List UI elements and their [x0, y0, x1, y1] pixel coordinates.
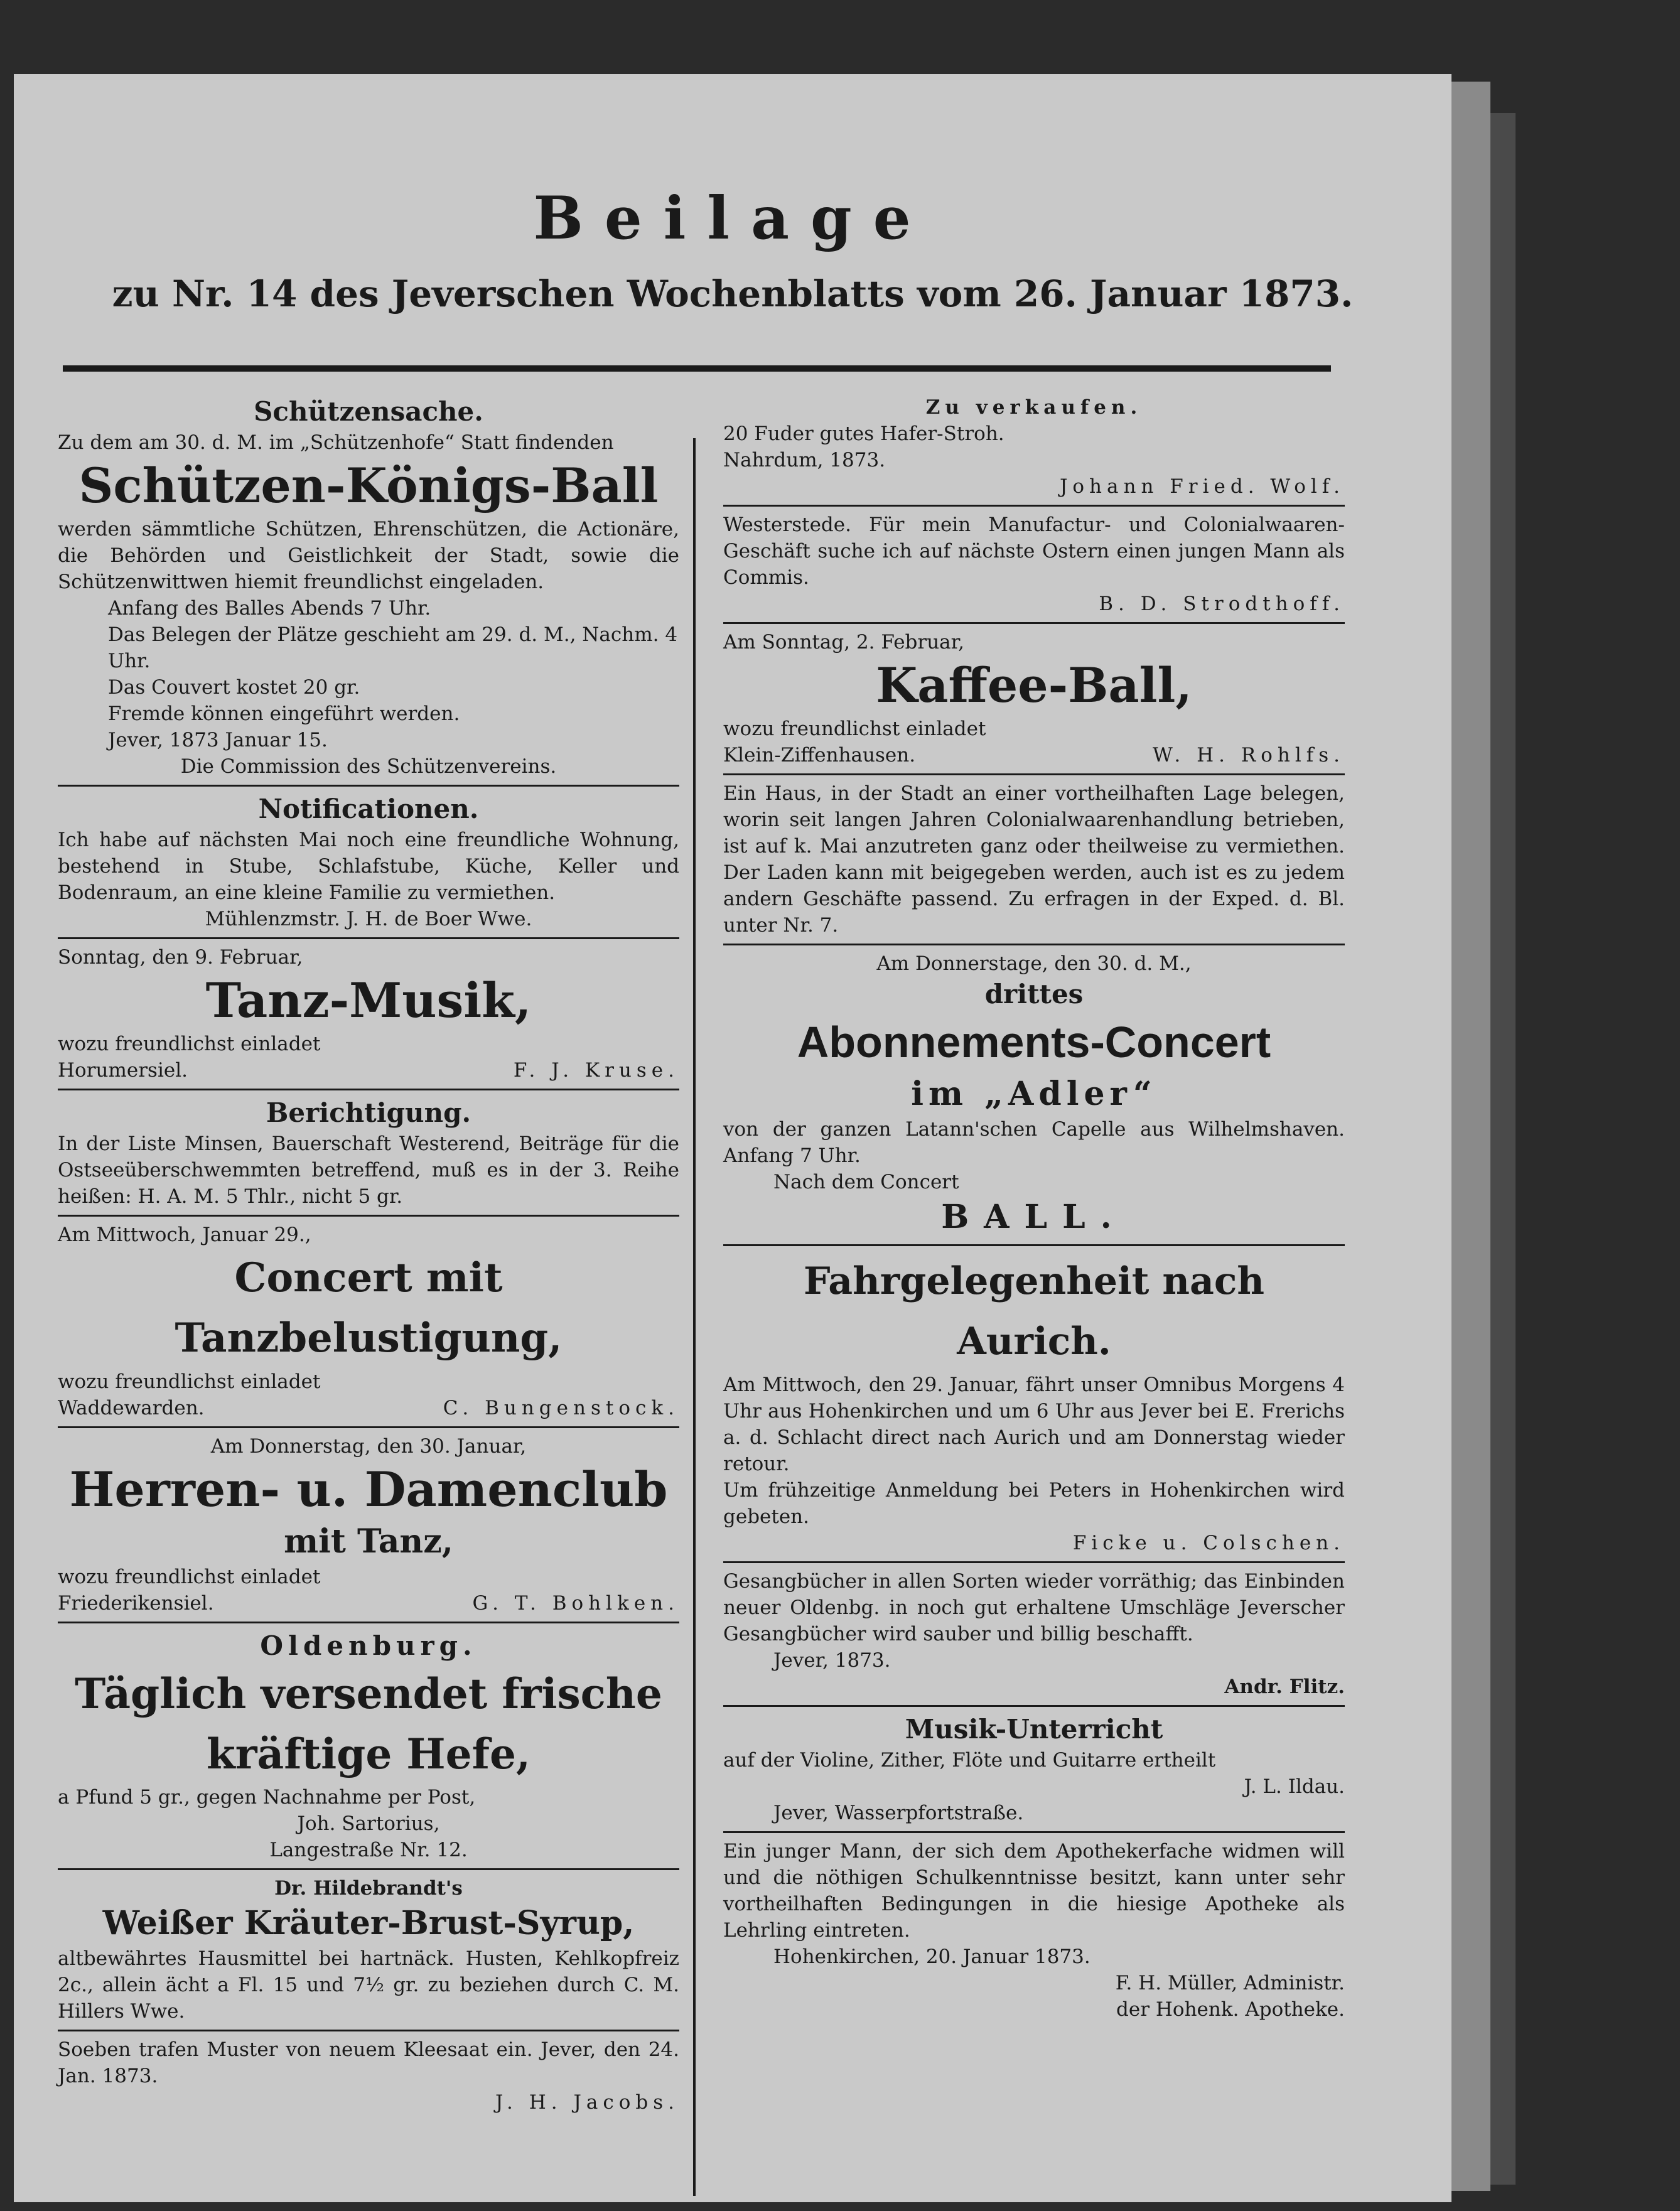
ad-text: wozu freundlichst einladet [58, 1370, 321, 1393]
ad-text: wozu freundlichst einladet [58, 1566, 321, 1588]
ad-text: a Pfund 5 gr., gegen Nachnahme per Post, [58, 1786, 476, 1809]
ad-signature: Johann Fried. Wolf. [1059, 475, 1345, 498]
separator [58, 937, 679, 939]
ad-zu-verkaufen [723, 394, 1345, 500]
ad-text: altbewährtes Hausmittel bei hartnäck. Husten, Kehlkopfreiz 2c., allein ächt a Fl. 15 und 7½ gr. zu beziehen durch C. M. Hillers Wwe. [58, 1947, 679, 2023]
ad-text: Nach dem Concert [773, 1171, 959, 1193]
separator [723, 505, 1345, 507]
ad-text: Ein junger Mann, der sich dem Apothekerfache widmen will und die nöthigen Schulkenntnisse besitzt, kann unter sehr vortheilhaften Bedingungen in die hiesige Apotheke als Lehrling eintreten. [723, 1840, 1345, 1942]
ad-headline: Fahrgelegenheit nach Aurich. [803, 1259, 1265, 1364]
page-title: Beilage [533, 184, 932, 253]
ad-text: von der ganzen Latann'schen Capelle aus Wilhelmshaven. Anfang 7 Uhr. [723, 1118, 1345, 1167]
ad-text: Am Mittwoch, den 29. Januar, fährt unser Omnibus Morgens 4 Uhr aus Hohenkirchen und um 6 Uhr aus Jever bei E. Frerichs a. d. Schlacht direct nach Aurich und am Donnerstag wieder retour. [723, 1374, 1345, 1475]
ad-text: Am Sonntag, 2. Februar, [723, 631, 964, 654]
ad-hefe [58, 1628, 679, 1863]
separator [723, 1561, 1345, 1563]
ad-text: werden sämmtliche Schützen, Ehrenschützen, die Actionäre, die Behörden und Geistlichkeit der Stadt, sowie die Schützenwittwen hiemit freundlichst eingeladen. [58, 518, 679, 593]
ad-heading: Schützensache. [254, 396, 483, 427]
ad-signature: Joh. Sartorius, [297, 1812, 440, 1835]
left-column [58, 394, 679, 2116]
right-column [723, 394, 1345, 2023]
ad-kaffee-ball [723, 629, 1345, 768]
ad-text: wozu freundlichst einladet [723, 718, 986, 740]
book-spine [1451, 82, 1490, 2191]
separator [58, 1426, 679, 1428]
ad-text: Gesangbücher in allen Sorten wieder vorräthig; das Einbinden neuer Oldenbg. in noch gut erhaltene Umschläge Jeverscher Gesangbücher wird sauber und billig beschafft. [723, 1570, 1345, 1645]
ad-headline: mit Tanz, [284, 1522, 453, 1561]
separator [723, 944, 1345, 945]
ad-headline: Weißer Kräuter-Brust-Syrup, [102, 1904, 635, 1942]
ad-berichtigung [58, 1095, 679, 1210]
ad-text: Soeben trafen Muster von neuem Kleesaat ein. Jever, den 24. Jan. 1873. [58, 2038, 679, 2087]
ad-gesangbuecher [723, 1568, 1345, 1700]
ad-text: Jever, 1873 Januar 15. [108, 729, 328, 751]
separator [58, 785, 679, 787]
ad-lehrling [723, 1838, 1345, 2023]
ad-signature: W. H. Rohlfs. [1152, 744, 1345, 767]
book-edge [1490, 113, 1516, 2185]
separator [58, 1089, 679, 1090]
ad-heading: Dr. Hildebrandt's [274, 1877, 463, 1900]
ad-tanz-musik [58, 944, 679, 1084]
ad-signature: F. H. Müller, Administr. [1115, 1972, 1345, 1994]
page-subtitle: zu Nr. 14 des Jeverschen Wochenblatts vom 26. Januar 1873. [112, 272, 1354, 315]
ad-headline: Tanz-Musik, [205, 972, 532, 1028]
ad-signature: der Hohenk. Apotheke. [1116, 1998, 1345, 2021]
ad-text: Hohenkirchen, 20. Januar 1873. [773, 1945, 1090, 1968]
ad-text: Nahrdum, 1873. [723, 449, 886, 471]
separator [723, 1705, 1345, 1707]
ad-commis [723, 512, 1345, 617]
ad-abonnements-concert [723, 950, 1345, 1239]
ad-musik-unterricht [723, 1712, 1345, 1826]
ad-haus [723, 780, 1345, 939]
ad-text: In der Liste Minsen, Bauerschaft Westerend, Beiträge für die Ostseeüberschwemmten betreffend, muß es in der 3. Reihe heißen: H. A. M. 5 Thlr., nicht 5 gr. [58, 1132, 679, 1208]
separator [723, 1831, 1345, 1833]
ad-headline: Herren- u. Damenclub [69, 1461, 668, 1517]
ad-text: Jever, 1873. [773, 1649, 891, 1672]
ad-text: auf der Violine, Zither, Flöte und Guitarre ertheilt [723, 1749, 1216, 1772]
ad-heading: Notificationen. [258, 793, 479, 824]
ad-brust-syrup [58, 1875, 679, 2025]
ad-signature: B. D. Strodthoff. [1099, 593, 1345, 615]
separator [58, 1215, 679, 1217]
separator [58, 2030, 679, 2031]
ad-signature: C. Bungenstock. [443, 1397, 679, 1419]
ad-text: Ein Haus, in der Stadt an einer vortheilhaften Lage belegen, worin seit langen Jahren Colonialwaarenhandlung betrieben, ist auf k. Mai anzutreten ganz oder theilweise zu vermiethen. Der Laden kann mit beigegeben werden, auch ist es zu jedem andern Geschäfte passend. Zu erfragen in der Exped. d. Bl. unter Nr. 7. [723, 782, 1345, 937]
ad-text: Am Donnerstag, den 30. Januar, [210, 1435, 527, 1458]
newspaper-page [14, 74, 1451, 2202]
ad-text: Westerstede. Für mein Manufactur- und Colonialwaaren-Geschäft suche ich auf nächste Ostern einen jungen Mann als Commis. [723, 514, 1345, 589]
ad-text: Jever, Wasserpfortstraße. [773, 1802, 1024, 1824]
ad-text: Um frühzeitige Anmeldung bei Peters in Hohenkirchen wird gebeten. [723, 1479, 1345, 1528]
ad-fahrgelegenheit [723, 1251, 1345, 1556]
column-divider [693, 438, 696, 2196]
ad-text: Das Couvert kostet 20 gr. [108, 676, 360, 699]
ad-headline: BALL. [941, 1198, 1127, 1236]
ad-headline: Täglich versendet frische [75, 1669, 662, 1718]
ad-text: Zu dem am 30. d. M. im „Schützenhofe“ Statt findenden [58, 431, 614, 454]
ad-signature: Langestraße Nr. 12. [269, 1839, 468, 1861]
ad-headline: im „Adler“ [911, 1075, 1157, 1113]
ad-text: 20 Fuder gutes Hafer-Stroh. [723, 422, 1004, 445]
separator [723, 773, 1345, 775]
header-rule [63, 365, 1331, 372]
separator [58, 1622, 679, 1623]
ad-place: Horumersiel. [58, 1059, 188, 1082]
ad-signature: Die Commission des Schützenvereins. [180, 755, 557, 778]
ad-concert-tanz [58, 1222, 679, 1421]
ad-notificationen [58, 792, 679, 932]
ad-signature: F. J. Kruse. [513, 1059, 679, 1082]
ad-text: Anfang des Balles Abends 7 Uhr. [108, 597, 431, 620]
separator [58, 1868, 679, 1870]
ad-headline: Concert mit Tanzbelustigung, [175, 1254, 563, 1362]
ad-place: Klein-Ziffenhausen. [723, 744, 916, 767]
page-header [14, 181, 1451, 319]
ad-signature: G. T. Bohlken. [472, 1592, 679, 1615]
ad-text: Am Mittwoch, Januar 29., [58, 1224, 311, 1246]
ad-signature: J. H. Jacobs. [495, 2091, 679, 2114]
ad-kleesaat [58, 2036, 679, 2116]
ad-signature: Mühlenzmstr. J. H. de Boer Wwe. [205, 908, 532, 930]
ad-text: Ich habe auf nächsten Mai noch eine freundliche Wohnung, bestehend in Stube, Schlafstube, Küche, Keller und Bodenraum, an eine kleine Familie zu vermiethen. [58, 829, 679, 904]
separator [723, 622, 1345, 624]
ad-headline: Kaffee-Ball, [876, 657, 1192, 713]
ad-signature: Ficke u. Colschen. [1072, 1532, 1345, 1554]
ad-signature: Andr. Flitz. [1224, 1676, 1345, 1698]
ad-text: wozu freundlichst einladet [58, 1033, 321, 1055]
separator [723, 1244, 1345, 1246]
ad-text: Das Belegen der Plätze geschieht am 29. d. M., Nachm. 4 Uhr. [108, 623, 678, 672]
ad-damenclub [58, 1433, 679, 1617]
ad-signature: J. L. Ildau. [1244, 1775, 1345, 1798]
ad-text: Fremde können eingeführt werden. [108, 702, 460, 725]
ad-headline: Schützen-Königs-Ball [78, 458, 659, 514]
ad-text: Sonntag, den 9. Februar, [58, 946, 303, 969]
ad-heading: drittes [984, 979, 1084, 1009]
ad-schuetzensache [58, 394, 679, 780]
ad-headline: Abonnements-Concert [797, 1018, 1271, 1067]
ad-place: Waddewarden. [58, 1397, 205, 1419]
ad-place: Friederikensiel. [58, 1592, 214, 1615]
ad-heading: Zu verkaufen. [925, 396, 1143, 419]
ad-heading: Berichtigung. [266, 1097, 471, 1128]
ad-heading: Oldenburg. [260, 1630, 477, 1661]
ad-text: Am Donnerstage, den 30. d. M., [876, 952, 1192, 975]
ad-headline: kräftige Hefe, [206, 1730, 531, 1778]
ad-heading: Musik-Unterricht [905, 1714, 1163, 1745]
